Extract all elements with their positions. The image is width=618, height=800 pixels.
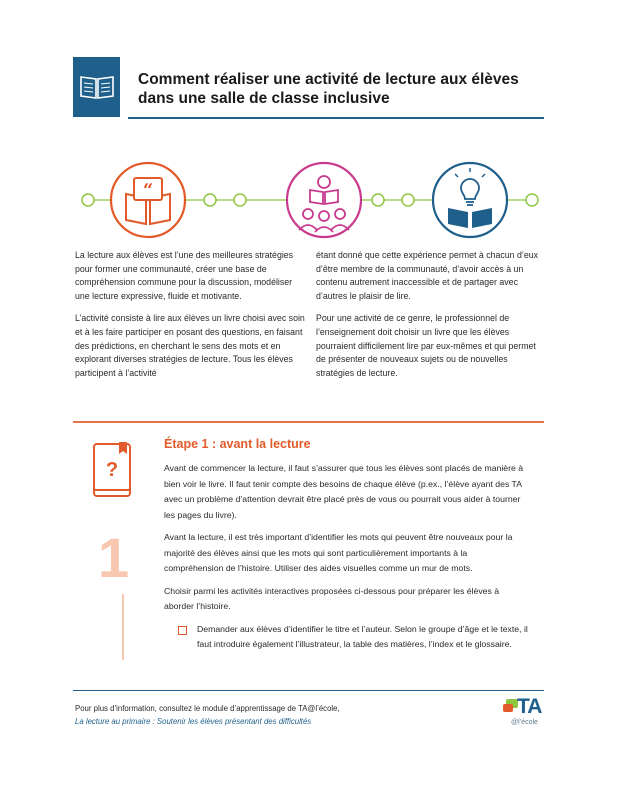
footer-text: Pour plus d’information, consultez le module d’apprentissage de TA@l’école,: [75, 704, 340, 713]
step-number: 1: [98, 526, 130, 589]
step-paragraph: Avant de commencer la lecture, il faut s’assurer que tous les élèves sont placés de manière à bien voir le livre. Il faut tenir compte des besoins de chaque élève (p.ex., l’élève ayant des TA avec un problème d’attention devrait être placé près de vous ou pourrait vous aider à tourner les pages du livre).: [164, 463, 524, 520]
green-dot-5: [402, 194, 414, 206]
book-question-icon: [92, 440, 136, 504]
footer-divider: [73, 690, 544, 691]
intro-paragraph: étant donné que cette expérience permet à chacun d’eux d’être membre de la communauté, d’avoir accès à un contenu autrement inaccessible et de partager avec d’autres le plaisir de lire.: [316, 250, 539, 301]
icon-row: [60, 150, 560, 250]
list-item: [178, 622, 528, 653]
reading-group-icon: [287, 163, 361, 237]
footer-module-link[interactable]: La lecture au primaire : Soutenir les élèves présentant des difficultés: [75, 717, 312, 726]
intro-paragraph: L’activité consiste à lire aux élèves un livre choisi avec soin et à les faire participer en posant des questions, en faisant des prédictions, en cherchant le sens des mots et en explorant diverses stratégies de lecture. Tous les élèves participent à l’activité: [75, 313, 305, 378]
intro-right-column: [316, 249, 544, 389]
open-book-icon: [79, 74, 115, 100]
intro-paragraph: Pour une activité de ce genre, le professionnel de l’enseignement doit choisir un livre que les élèves pourraient difficilement lire par eux-mêmes et qui permet de présenter de nouveaux sujets ou de nouvelles stratégies de lecture.: [316, 313, 536, 378]
step-title: Étape 1 : avant la lecture: [164, 437, 311, 451]
open-book-quote-icon: [111, 163, 185, 237]
step-vertical-line: [122, 594, 124, 660]
title-line-2: dans une salle de classe inclusive: [138, 90, 390, 107]
title-divider: [128, 117, 544, 119]
svg-text:“: “: [142, 180, 154, 201]
square-bullet-icon: [178, 626, 187, 635]
header-book-icon-box: [73, 57, 120, 117]
page-title: [138, 70, 558, 108]
green-dot-1: [82, 194, 94, 206]
step-paragraph: Avant la lecture, il est très important d’identifier les mots qui peuvent être nouveaux pour la majorité des élèves ainsi que les mots qui sont particulièrement importants à la compréhension de l’histoire. Utiliser des aides visuelles comme un mur de mots.: [164, 532, 513, 573]
book-lightbulb-icon: [433, 163, 507, 237]
title-line-1: Comment réaliser une activité de lecture aux élèves: [138, 71, 519, 88]
svg-text:?: ?: [105, 459, 119, 481]
step-body: [164, 461, 528, 653]
step-paragraph: Choisir parmi les activités interactives proposées ci-dessous pour préparer les élèves à aborder l’histoire.: [164, 585, 500, 611]
green-dot-3: [234, 194, 246, 206]
section-divider: [73, 421, 544, 423]
green-dot-2: [204, 194, 216, 206]
green-dot-6: [526, 194, 538, 206]
logo-text: TA: [517, 695, 542, 718]
ta-logo: [503, 695, 553, 735]
intro-left-column: [75, 249, 307, 389]
intro-paragraph: La lecture aux élèves est l’une des meilleures stratégies pour former une communauté, créer une base de compréhension commune pour la discussion, modéliser une lecture expressive, fluide et motivante.: [75, 250, 294, 301]
list-item-text: Demander aux élèves d’identifier le titre et l’auteur. Selon le groupe d’âge et le texte, il faut introduire également l’illustrateur, la table des matières, l’index et le glossaire.: [197, 623, 528, 649]
logo-subtext: @l’école: [511, 719, 538, 726]
green-dot-4: [372, 194, 384, 206]
